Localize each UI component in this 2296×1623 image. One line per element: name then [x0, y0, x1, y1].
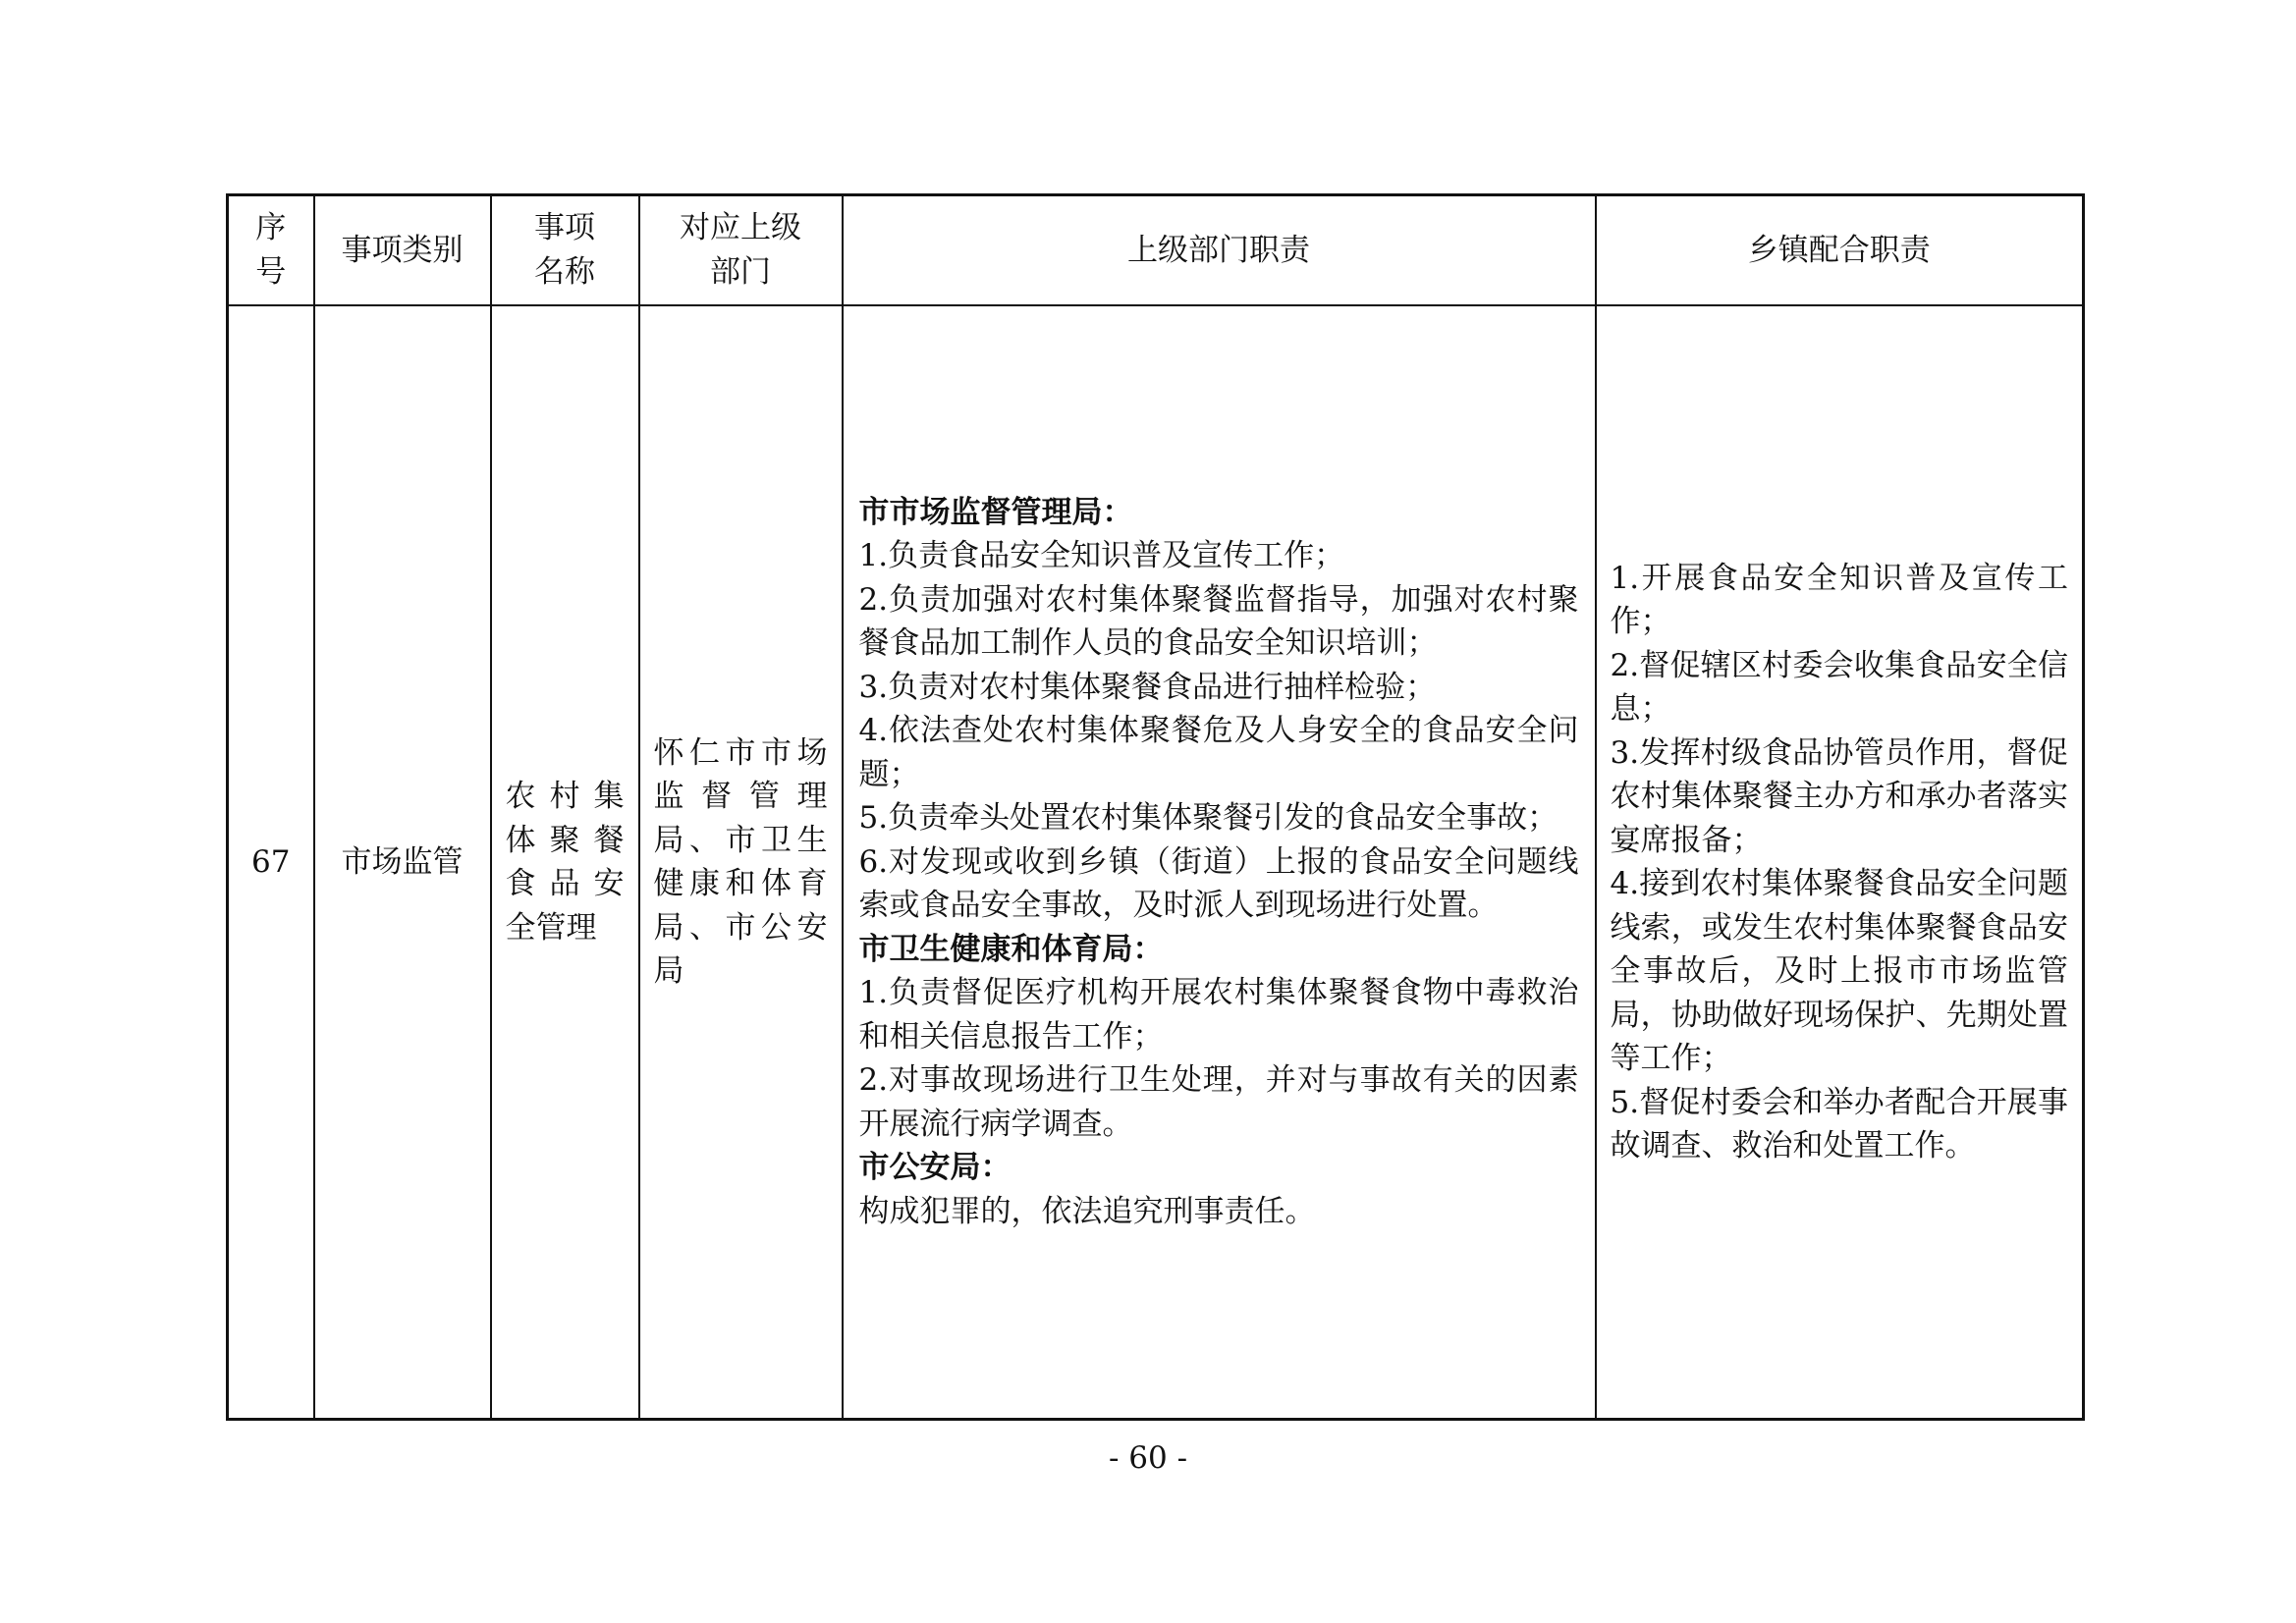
section-heading: 市市场监督管理局： [858, 494, 1133, 530]
cell-seq: 67 [228, 305, 314, 1420]
header-category: 事项类别 [314, 195, 491, 306]
cell-dept: 怀仁市市场 监督管理 局、市卫生 健康和体育 局、市公安 局 [639, 305, 843, 1420]
section-heading: 市卫生健康和体育局： [858, 931, 1164, 967]
table-header-row [228, 195, 2084, 306]
cell-item-name: 农村集 体聚餐 食品安 全管理 [491, 305, 639, 1420]
header-item-name: 事项 名称 [491, 195, 639, 306]
duty-line: 3.发挥村级食品协管员作用，督促农村集体聚餐主办方和承办者落实宴席报备； [1610, 734, 2068, 858]
page-number: - 60 - [1108, 1440, 1188, 1476]
duty-line: 6.对发现或收到乡镇（街道）上报的食品安全问题线索或食品安全事故，及时派人到现场进行处置。 [858, 843, 1579, 924]
header-dept: 对应上级 部门 [639, 195, 843, 306]
cell-town-duties [1596, 305, 2084, 1420]
duty-line: 4.接到农村集体聚餐食品安全问题线索，或发生农村集体聚餐食品安全事故后，及时上报市市场监管局，协助做好现场保护、先期处置等工作； [1610, 866, 2068, 1076]
header-upper-duties: 上级部门职责 [843, 195, 1596, 306]
duty-line: 1.负责食品安全知识普及宣传工作； [858, 538, 1345, 574]
header-town-duties: 乡镇配合职责 [1596, 195, 2084, 306]
duty-line: 2.对事故现场进行卫生处理，并对与事故有关的因素开展流行病学调查。 [858, 1062, 1579, 1142]
duty-line: 1.负责督促医疗机构开展农村集体聚餐食物中毒救治和相关信息报告工作； [858, 975, 1579, 1055]
cell-category: 市场监管 [314, 305, 491, 1420]
duty-line: 3.负责对农村集体聚餐食品进行抽样检验； [858, 669, 1437, 705]
duty-line: 5.负责牵头处置农村集体聚餐引发的食品安全事故； [858, 800, 1558, 837]
section-heading: 市公安局： [858, 1150, 1011, 1186]
duty-line: 4.依法查处农村集体聚餐危及人身安全的食品安全问题； [858, 713, 1579, 792]
responsibility-table [226, 193, 2085, 1421]
duty-line: 1.开展食品安全知识普及宣传工作； [1610, 560, 2068, 639]
header-seq: 序 号 [228, 195, 314, 306]
duty-line: 构成犯罪的，依法追究刑事责任。 [858, 1193, 1316, 1229]
duty-line: 2.负责加强对农村集体聚餐监督指导，加强对农村聚餐食品加工制作人员的食品安全知识培训； [858, 581, 1579, 662]
duty-line: 5.督促村委会和举办者配合开展事故调查、救治和处置工作。 [1610, 1084, 2068, 1163]
table-row [228, 305, 2084, 1420]
cell-upper-duties [843, 305, 1596, 1420]
duty-line: 2.督促辖区村委会收集食品安全信息； [1610, 647, 2068, 727]
